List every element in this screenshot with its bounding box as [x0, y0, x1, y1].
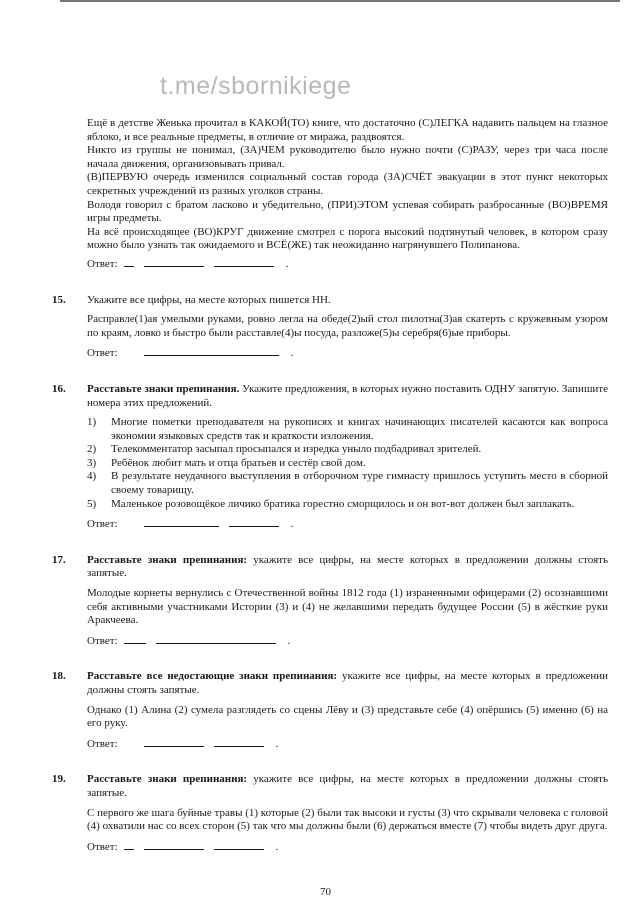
answer-line: Ответ: . [87, 840, 279, 853]
answer-blank[interactable] [229, 517, 279, 527]
answer-line: Ответ: . [87, 737, 279, 750]
option-item: 4) В результате неудачного выступления в отборочном туре гимнасту пришлось уступить место в сборной своему товарищу. [87, 470, 608, 497]
intro-line: Ещё в детстве Женька прочитал в КАКОЙ(ТО) книге, что достаточно (С)ЛЕГКА надавить пальцем на глазное яблоко, и все реальные предметы, в отличие от миража, раздвоятся. [87, 117, 608, 143]
intro-line: (В)ПЕРВУЮ очередь изменился социальный состав города (ЗА)СЧЁТ эвакуации в этот пункт некоторых секретных учреждений из разных уголков страны. [87, 171, 608, 197]
question-text: Однако (1) Алина (2) сумела разглядеть со сцены Лёву и (3) представьте себе (4) опёршись (5) именно (6) на его руку. [87, 703, 608, 730]
answer-blank[interactable] [214, 257, 274, 267]
answer-blank[interactable] [124, 257, 134, 267]
question-instruction: Расставьте знаки препинания: укажите все цифры, на месте которых в предложении должны стоять запятые. [87, 553, 608, 580]
answer-blank[interactable] [214, 840, 264, 850]
answer-blank[interactable] [156, 634, 276, 644]
option-item: 2) Телекомментатор засыпал просыпался и изредка уныло подбадривал зрителей. [87, 443, 482, 456]
intro-line: На всё происходящее (ВО)КРУГ движение смотрел с порога высокий подтянутый человек, в котором сразу можно было узнать так ожидаемого и ВСЁ(ЖЕ) так неожиданно нагрянувшего Полипанова. [87, 225, 608, 252]
answer-label: Ответ: [87, 347, 118, 360]
answer-line: Ответ: . [87, 257, 289, 270]
intro-line: Володя говорил с братом ласково и убедительно, (ПРИ)ЭТОМ успевая собирать разбросанные (ВО)ВРЕМЯ игры предметы. [87, 198, 608, 225]
question-15 [52, 294, 608, 361]
page-number: 70 [320, 886, 331, 898]
option-item: 5) Маленькое розовощёкое личико братика горестно сморщилось и он вот-вот должен был заплакать. [87, 497, 575, 510]
answer-label: Ответ: [87, 518, 118, 531]
question-text: Молодые корнеты вернулись с Отечественной войны 1812 года (1) израненными офицерами (2) осознавшими себя активными участниками Истории (3) и (4) не желавшими передать будущее России (5) в жёсткие руки Аракчеева. [87, 587, 608, 627]
intro-task-text [87, 117, 608, 253]
answer-blank[interactable] [144, 346, 279, 356]
question-text: С первого же шага буйные травы (1) которые (2) были так высоки и густы (3) что скрывали человека с головой (4) охватили нас со всех сторон (5) так что мы должны были (6) держаться вместе (7) чтобы видеть друг друга. [87, 806, 608, 833]
question-18 [52, 670, 608, 751]
answer-line: Ответ: . [87, 634, 291, 647]
question-number: 15. [52, 293, 66, 306]
question-number: 18. [52, 670, 66, 683]
answer-blank[interactable] [214, 737, 264, 747]
answer-line: Ответ: . [87, 347, 294, 360]
question-number: 17. [52, 553, 66, 566]
question-instruction: Расставьте все недостающие знаки препинания: укажите все цифры, на месте которых в предложении должны стоять запятые. [87, 670, 609, 696]
option-item: 1) Многие пометки преподавателя на рукописях и книгах начинающих писателей касаются как вопроса экономии языковых средств так и краткости изложения. [87, 416, 608, 442]
answer-blank[interactable] [124, 840, 134, 850]
question-instruction: Расставьте знаки препинания. Укажите предложения, в которых нужно поставить ОДНУ запятую. Запишите номера этих предложений. [87, 382, 608, 409]
question-text: Расправле(1)ая умелыми руками, ровно легла на обеде(2)ый стол пилотна(3)ая скатерть с кружевным узором по краям, ловко и быстро были расставле(4)ы посуда, разложе(5)ы серебря(6)ые приборы. [87, 313, 608, 339]
answer-line: Ответ: . [87, 518, 294, 531]
question-instruction: Расставьте знаки препинания: укажите все цифры, на месте которых в предложении должны стоять запятые. [87, 773, 608, 799]
answer-label: Ответ: [87, 634, 118, 647]
question-19 [52, 773, 608, 854]
answer-blank[interactable] [124, 634, 146, 644]
answer-blank[interactable] [144, 257, 204, 267]
question-number: 16. [52, 382, 66, 395]
question-instruction: Укажите все цифры, на месте которых пишется НН. [87, 293, 331, 306]
watermark: t.me/sbornikiege [160, 72, 352, 100]
question-number: 19. [52, 773, 66, 786]
intro-line: Никто из группы не понимал, (ЗА)ЧЕМ руководителю было нужно почти (С)РАЗУ, через три часа после начала движения, организовывать привал. [87, 144, 608, 170]
question-16 [52, 383, 608, 532]
answer-blank[interactable] [144, 517, 219, 527]
options-list [87, 416, 608, 511]
answer-label: Ответ: [87, 840, 118, 853]
option-item: 3) Ребёнок любит мать и отца братьев и сестёр свой дом. [87, 456, 366, 469]
answer-label: Ответ: [87, 257, 118, 270]
answer-blank[interactable] [144, 840, 204, 850]
question-17 [52, 554, 608, 649]
answer-label: Ответ: [87, 737, 118, 750]
answer-blank[interactable] [144, 737, 204, 747]
top-rule [60, 0, 620, 2]
page-content [52, 117, 608, 854]
